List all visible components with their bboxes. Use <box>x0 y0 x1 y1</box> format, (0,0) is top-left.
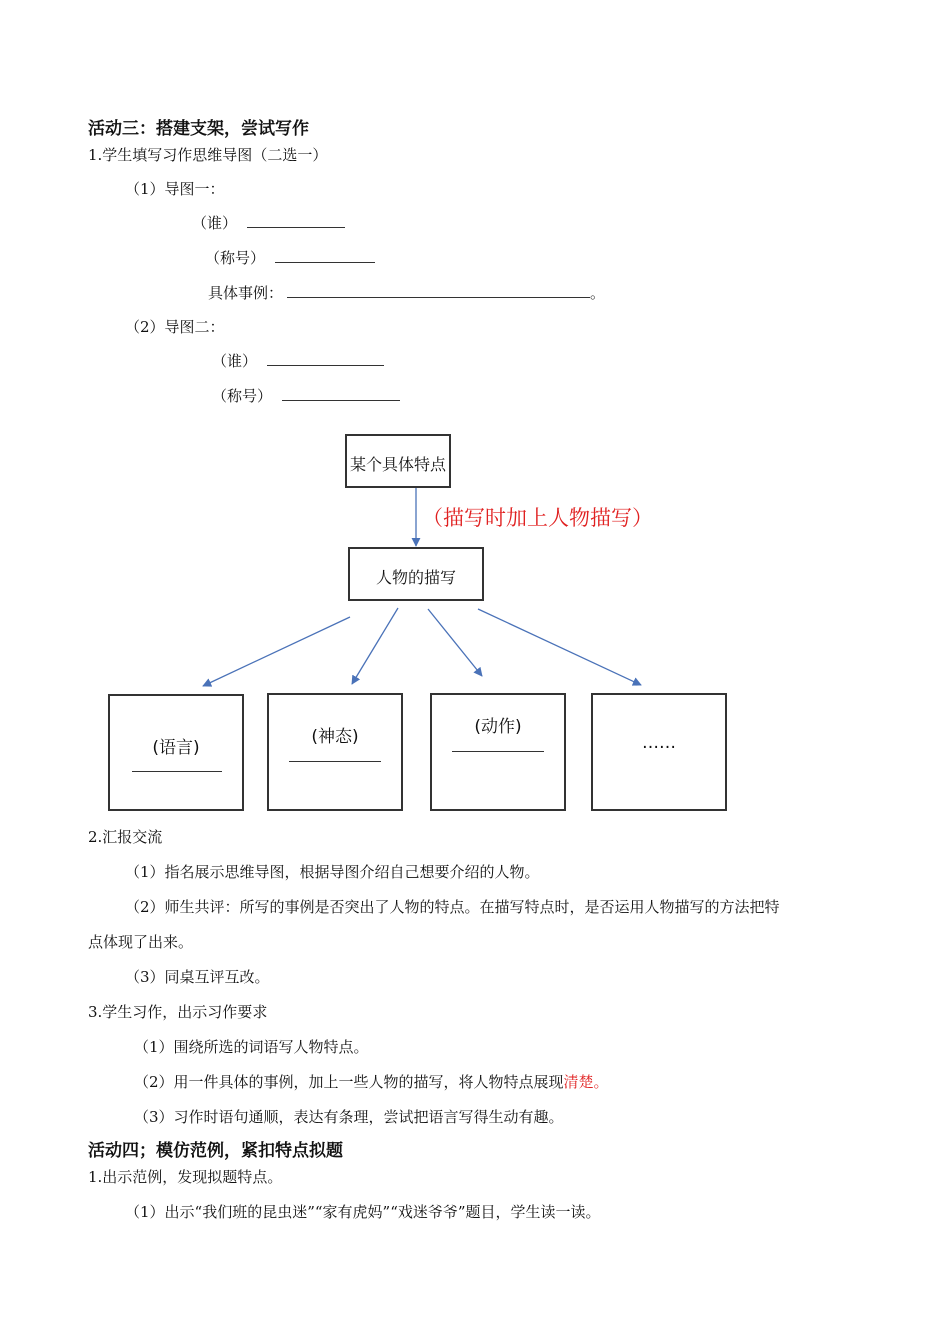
activity4-item1-sub1: （1）出示“我们班的昆虫迷”“家有虎妈”“戏迷爷爷”题目，学生读一读。 <box>125 1203 601 1221</box>
item2-sub2-line2: 点体现了出来。 <box>88 933 194 951</box>
item3-sub2 <box>134 1072 609 1092</box>
box-specific-trait-label: 某个具体特点 <box>349 455 446 474</box>
item3-sub2-text: （2）用一件具体的事例，加上一些人物的描写，将人物特点展现 <box>134 1073 564 1091</box>
box-language-blank <box>132 771 222 772</box>
box-expression <box>267 693 403 811</box>
map2-who-label: （谁） <box>212 352 258 370</box>
box-specific-trait <box>345 434 451 488</box>
arrow-to-action <box>428 609 482 676</box>
item3-sub1: （1）围绕所选的词语写人物特点。 <box>134 1038 369 1056</box>
item2-sub3: （3）同桌互评互改。 <box>125 968 270 986</box>
box-expression-label: (神态) <box>311 727 359 747</box>
arrow-to-expression <box>352 608 398 684</box>
item3-sub3: （3）习作时语句通顺，表达有条理，尝试把语言写得生动有趣。 <box>134 1108 564 1126</box>
activity4-item1: 1.出示范例，发现拟题特点。 <box>88 1168 283 1186</box>
map2-title-label: （称号） <box>212 387 273 405</box>
activity3-heading: 活动三：搭建支架，尝试写作 <box>88 119 309 139</box>
item2-sub1: （1）指名展示思维导图，根据导图介绍自己想要介绍的人物。 <box>125 863 540 881</box>
arrow-note: （描写时加上人物描写） <box>422 506 653 530</box>
map1-title-label: （称号） <box>205 249 266 267</box>
arrow-to-more <box>478 609 641 685</box>
box-more-label: …… <box>642 733 676 753</box>
box-character-description-label: 人物的描写 <box>375 568 456 587</box>
arrow-to-language <box>203 617 350 686</box>
box-language-label: (语言) <box>152 738 200 758</box>
box-action <box>430 693 566 811</box>
item2-sub2-line1: （2）师生共评：所写的事例是否突出了人物的特点。在描写特点时，是否运用人物描写的方法把特 <box>125 898 780 916</box>
box-expression-blank <box>289 761 381 762</box>
map2-label: （2）导图二： <box>125 318 225 336</box>
map1-example-label: 具体事例： <box>208 284 284 302</box>
item1-text: 1.学生填写习作思维导图（二选一） <box>88 146 328 164</box>
box-character-description <box>348 547 484 601</box>
map1-who-label: （谁） <box>192 214 238 232</box>
box-more <box>591 693 727 811</box>
item3-text: 3.学生习作，出示习作要求 <box>88 1003 268 1021</box>
item3-sub2-highlight: 清楚。 <box>563 1073 609 1091</box>
box-action-blank <box>452 751 544 752</box>
map1-example-end: 。 <box>590 284 606 302</box>
item2-text: 2.汇报交流 <box>88 828 163 846</box>
activity4-heading: 活动四；模仿范例，紧扣特点拟题 <box>88 1141 343 1161</box>
map1-label: （1）导图一： <box>125 180 225 198</box>
box-language <box>108 694 244 811</box>
box-action-label: (动作) <box>474 717 522 737</box>
